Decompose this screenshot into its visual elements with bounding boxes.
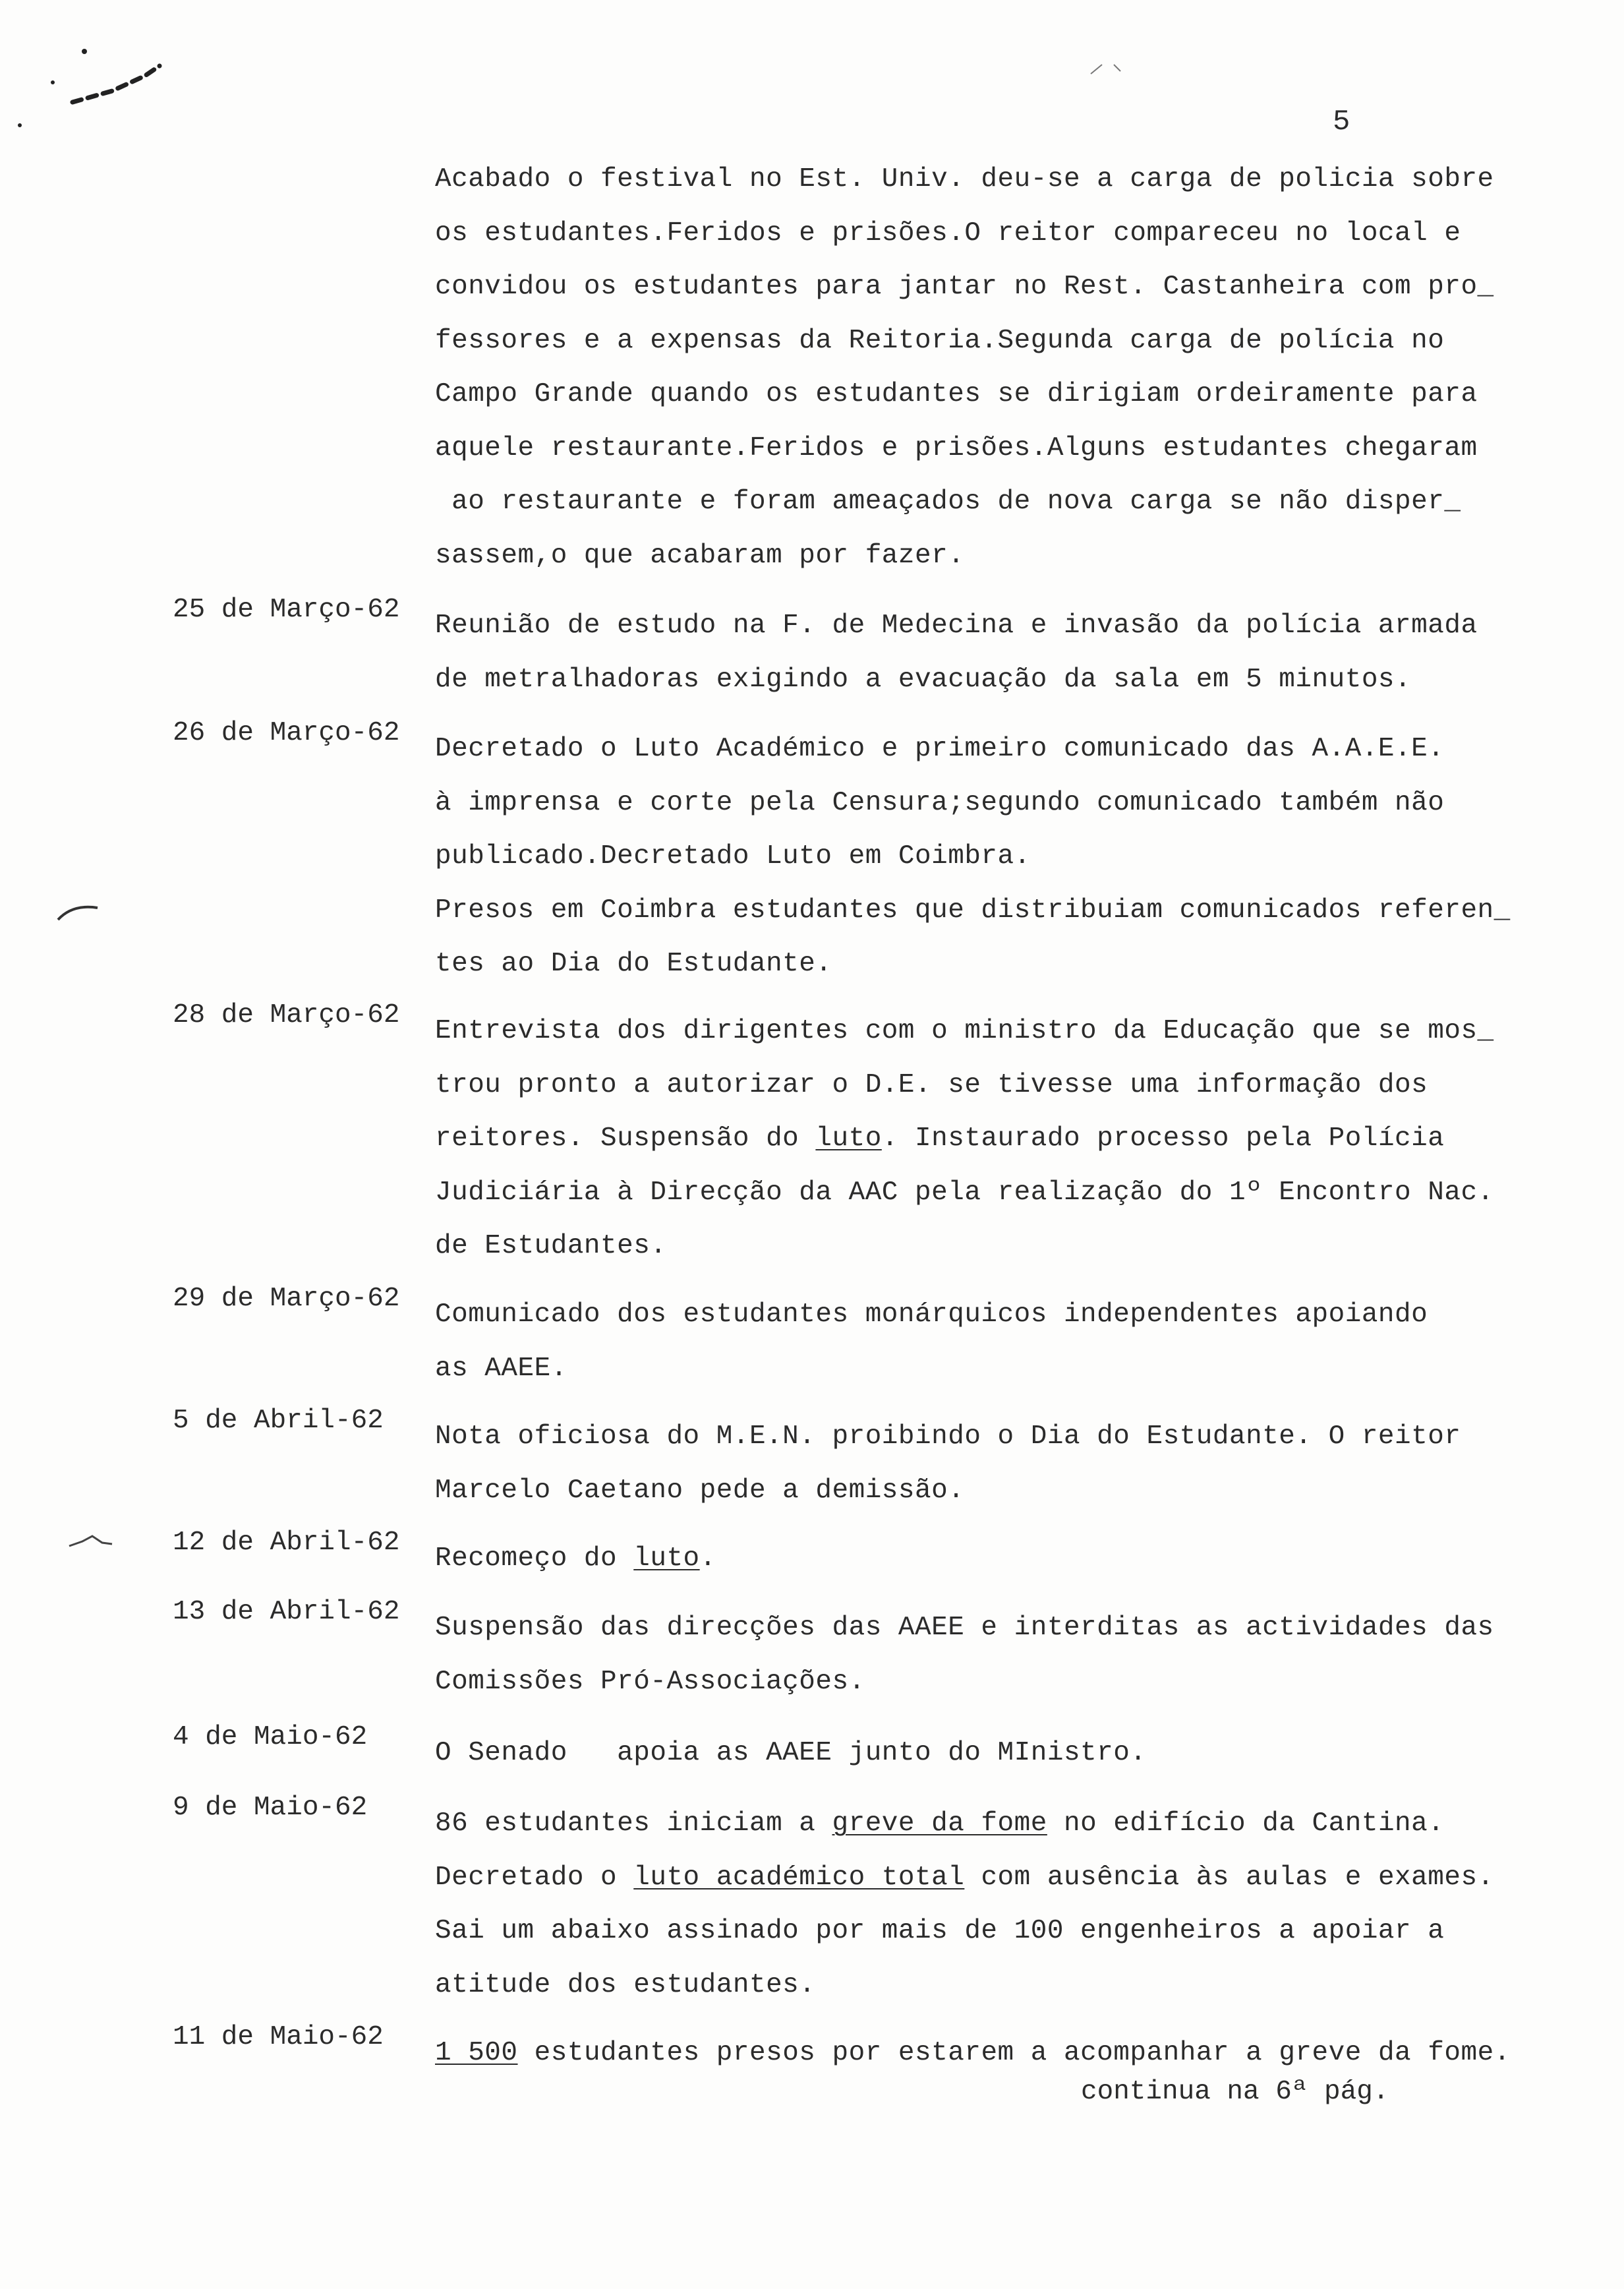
entry-line: Presos em Coimbra estudantes que distribuiam comunicados referen_ bbox=[435, 895, 1511, 926]
intro-line: Campo Grande quando os estudantes se dirigiam ordeiramente para bbox=[435, 379, 1478, 409]
intro-paragraph bbox=[435, 153, 1516, 583]
line-text: estudantes presos por estarem a acompanhar a greve da fome. bbox=[517, 2038, 1511, 2068]
entry-date: 9 de Maio-62 bbox=[173, 1793, 368, 1823]
entry-date: 13 de Abril-62 bbox=[173, 1597, 400, 1627]
intro-line: fessores e a expensas da Reitoria.Segunda carga de polícia no bbox=[435, 325, 1445, 356]
continuation-note: continua na 6ª pág. bbox=[1081, 2077, 1389, 2107]
intro-line: aquele restaurante.Feridos e prisões.Alguns estudantes chegaram bbox=[435, 432, 1478, 463]
line-text: . Instaurado processo pela Polícia bbox=[881, 1123, 1445, 1154]
intro-line: convidou os estudantes para jantar no Rest. Castanheira com pro_ bbox=[435, 272, 1494, 302]
entry-line: Comissões Pró-Associações. bbox=[435, 1666, 865, 1697]
ink-mark-top bbox=[1088, 59, 1127, 79]
entry-line: as AAEE. bbox=[435, 1353, 567, 1384]
entry-text bbox=[435, 1005, 1516, 1274]
underlined-number: 1 500 bbox=[435, 2038, 518, 2068]
line-text: Decretado o bbox=[435, 1862, 634, 1893]
entry-line bbox=[435, 1532, 1516, 1586]
entry-line: Entrevista dos dirigentes com o ministro da Educação que se mos_ bbox=[435, 1016, 1494, 1046]
underlined-phrase: luto académico total bbox=[633, 1862, 965, 1893]
entry-line bbox=[435, 2027, 1516, 2081]
entry-date: 11 de Maio-62 bbox=[173, 2022, 384, 2052]
entry-text bbox=[435, 1410, 1516, 1518]
underlined-word: luto bbox=[633, 1543, 700, 1574]
line-text: . bbox=[699, 1543, 716, 1574]
line-text: Recomeço do bbox=[435, 1543, 634, 1574]
entry-text bbox=[435, 2027, 1516, 2081]
entry-line: O Senado apoia as AAEE junto do MInistro. bbox=[435, 1738, 1147, 1768]
entry-line: de metralhadoras exigindo a evacuação da sala em 5 minutos. bbox=[435, 664, 1412, 695]
entry-line: Sai um abaixo assinado por mais de 100 engenheiros a apoiar a bbox=[435, 1916, 1445, 1946]
page-number: 5 bbox=[1333, 105, 1350, 138]
line-text: com ausência às aulas e exames. bbox=[964, 1862, 1494, 1893]
ink-marks-top-left bbox=[13, 40, 171, 145]
line-text: 86 estudantes iniciam a bbox=[435, 1808, 832, 1839]
entry-date: 29 de Março-62 bbox=[173, 1284, 400, 1314]
entry-line: publicado.Decretado Luto em Coimbra. bbox=[435, 841, 1031, 872]
entry-text bbox=[435, 1797, 1516, 2012]
entry-line: Suspensão das direcções das AAEE e interditas as actividades das bbox=[435, 1613, 1494, 1643]
entry-line: Comunicado dos estudantes monárquicos independentes apoiando bbox=[435, 1299, 1428, 1330]
line-text: no edifício da Cantina. bbox=[1047, 1808, 1445, 1839]
underlined-word: luto bbox=[815, 1123, 882, 1154]
intro-line: ao restaurante e foram ameaçados de nova carga se não disper_ bbox=[435, 487, 1461, 517]
entry-line: Reunião de estudo na F. de Medecina e invasão da polícia armada bbox=[435, 610, 1478, 641]
entry-line: Decretado o Luto Académico e primeiro comunicado das A.A.E.E. bbox=[435, 734, 1445, 764]
entry-line bbox=[435, 1112, 1516, 1166]
entry-text bbox=[435, 1532, 1516, 1586]
entry-line: tes ao Dia do Estudante. bbox=[435, 949, 832, 979]
ink-mark-left-margin bbox=[53, 900, 105, 926]
entry-line: Judiciária à Direcção da AAC pela realização do 1º Encontro Nac. bbox=[435, 1177, 1494, 1208]
entry-date: 28 de Março-62 bbox=[173, 1000, 400, 1030]
entry-date: 12 de Abril-62 bbox=[173, 1528, 400, 1558]
entry-text bbox=[435, 1601, 1516, 1709]
entry-date: 25 de Março-62 bbox=[173, 595, 400, 625]
line-text: reitores. Suspensão do bbox=[435, 1123, 816, 1154]
underlined-phrase: greve da fome bbox=[832, 1808, 1047, 1839]
entry-date: 5 de Abril-62 bbox=[173, 1406, 384, 1436]
entry-line: de Estudantes. bbox=[435, 1231, 667, 1261]
entry-line: Marcelo Caetano pede a demissão. bbox=[435, 1475, 965, 1506]
entry-text bbox=[435, 599, 1516, 707]
entry-date: 26 de Março-62 bbox=[173, 718, 400, 748]
intro-line: os estudantes.Feridos e prisões.O reitor compareceu no local e bbox=[435, 218, 1461, 249]
ink-mark-left-margin-2 bbox=[66, 1530, 119, 1556]
entry-line bbox=[435, 1797, 1516, 1851]
entry-line: Nota oficiosa do M.E.N. proibindo o Dia do Estudante. O reitor bbox=[435, 1421, 1461, 1452]
entry-line: à imprensa e corte pela Censura;segundo comunicado também não bbox=[435, 787, 1445, 818]
intro-line: Acabado o festival no Est. Univ. deu-se a carga de policia sobre bbox=[435, 164, 1494, 194]
entry-text bbox=[435, 1288, 1516, 1396]
entry-date: 4 de Maio-62 bbox=[173, 1722, 368, 1752]
entry-text bbox=[435, 723, 1516, 992]
entry-line bbox=[435, 1851, 1516, 1905]
entry-line: trou pronto a autorizar o D.E. se tivesse uma informação dos bbox=[435, 1069, 1428, 1100]
entry-line: atitude dos estudantes. bbox=[435, 1969, 816, 2000]
entry-text bbox=[435, 1727, 1516, 1781]
intro-line: sassem,o que acabaram por fazer. bbox=[435, 540, 965, 571]
